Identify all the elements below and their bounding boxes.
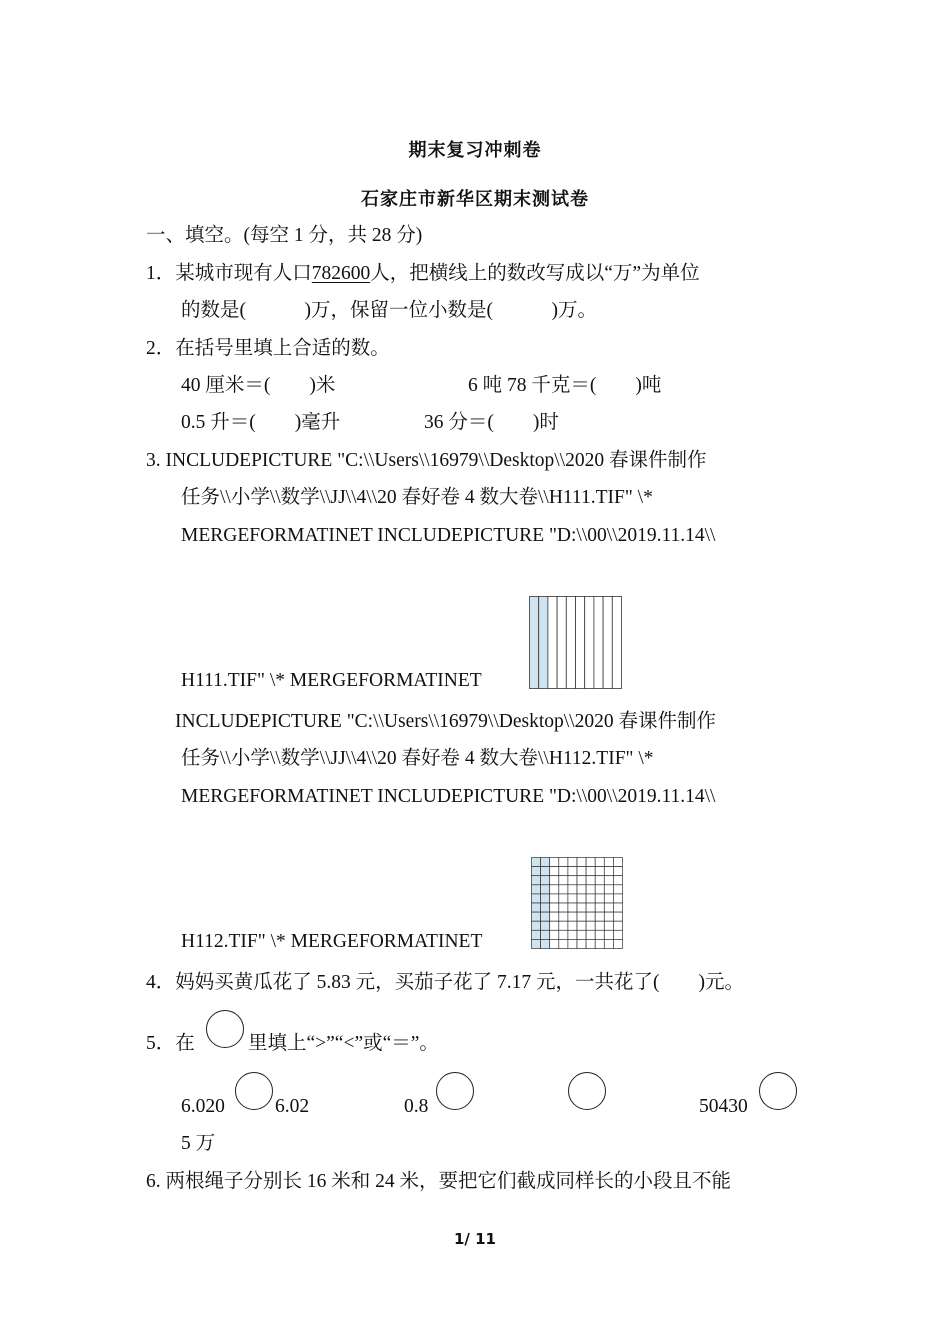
- hundredths-cell: [541, 858, 550, 867]
- q5-pre: 5．在: [146, 1033, 195, 1054]
- hundredths-cell: [586, 939, 595, 948]
- hundredths-cell: [568, 876, 577, 885]
- doc-title: 期末复习冲刺卷: [408, 140, 542, 161]
- q3-line4: H111.TIF" \* MERGEFORMATINET: [181, 670, 482, 691]
- q1-text-a: 1．某城市现有人口: [146, 263, 312, 284]
- hundredths-cell: [613, 930, 622, 939]
- hundredths-cell: [604, 903, 613, 912]
- hundredths-cell: [568, 867, 577, 876]
- tenths-strip: [557, 597, 566, 689]
- hundredths-cell: [559, 876, 568, 885]
- hundredths-cell: [550, 939, 559, 948]
- section-heading: 一、填空。(每空 1 分，共 28 分): [146, 225, 423, 246]
- hundredths-cell: [532, 930, 541, 939]
- q5-a-left: 6.020: [181, 1096, 225, 1117]
- hundredths-cell: [550, 912, 559, 921]
- hundredths-cell: [577, 903, 586, 912]
- q5-c-left: 50430: [699, 1096, 748, 1117]
- hundredths-cell: [613, 903, 622, 912]
- hundredths-cell: [550, 921, 559, 930]
- tenths-grid-figure: [529, 596, 622, 689]
- hundredths-cell: [586, 876, 595, 885]
- doc-subtitle: 石家庄市新华区期末测试卷: [361, 189, 589, 210]
- tenths-strip: [603, 597, 612, 689]
- hundredths-cell: [541, 912, 550, 921]
- hundredths-grid-figure: [531, 857, 623, 949]
- hundredths-cell: [550, 858, 559, 867]
- hundredths-cell: [586, 894, 595, 903]
- hundredths-cell: [568, 885, 577, 894]
- hundredths-cell: [541, 867, 550, 876]
- hundredths-cell: [532, 858, 541, 867]
- hundredths-cell: [577, 876, 586, 885]
- hundredths-cell: [586, 858, 595, 867]
- hundredths-cell: [559, 930, 568, 939]
- hundredths-cell: [550, 867, 559, 876]
- hundredths-cell: [604, 921, 613, 930]
- hundredths-cell: [586, 867, 595, 876]
- tenths-strip: [566, 597, 575, 689]
- q2-item-a: 40 厘米＝( )米: [181, 375, 336, 396]
- q2-item-b: 6 吨 78 千克＝( )吨: [468, 375, 662, 396]
- q2-item-c: 0.5 升＝( )毫升: [181, 412, 341, 433]
- hundredths-cell: [550, 930, 559, 939]
- tenths-strip: [612, 597, 621, 689]
- hundredths-cell: [613, 876, 622, 885]
- q3-line5: INCLUDEPICTURE "C:\\Users\\16979\\Desktop\\2020 春课件制作: [175, 711, 716, 732]
- hundredths-cell: [613, 885, 622, 894]
- hundredths-cell: [550, 885, 559, 894]
- q3-line6: 任务\\小学\\数学\\JJ\\4\\20 春好卷 4 数大卷\\H112.TIF" \*: [181, 748, 654, 769]
- hundredths-cell: [613, 858, 622, 867]
- q1-line1: [146, 261, 700, 287]
- hundredths-cell: [541, 921, 550, 930]
- hundredths-cell: [613, 867, 622, 876]
- hundredths-cell: [550, 876, 559, 885]
- hundredths-cell: [559, 858, 568, 867]
- hundredths-cell: [532, 885, 541, 894]
- q1-population-number: 782600: [311, 263, 371, 284]
- hundredths-cell: [577, 921, 586, 930]
- hundredths-cell: [559, 885, 568, 894]
- hundredths-cell: [595, 894, 604, 903]
- hundredths-cell: [577, 894, 586, 903]
- answer-circle-a[interactable]: [235, 1072, 273, 1110]
- q3-line1: 3. INCLUDEPICTURE "C:\\Users\\16979\\Desktop\\2020 春课件制作: [146, 450, 707, 471]
- hundredths-cell: [577, 885, 586, 894]
- hundredths-cell: [577, 867, 586, 876]
- hundredths-cell: [541, 939, 550, 948]
- hundredths-cell: [595, 921, 604, 930]
- hundredths-cell: [532, 921, 541, 930]
- q1-line2: 的数是( )万，保留一位小数是( )万。: [181, 300, 597, 321]
- hundredths-cell: [559, 921, 568, 930]
- hundredths-cell: [613, 939, 622, 948]
- hundredths-cell: [532, 903, 541, 912]
- hundredths-cell: [532, 912, 541, 921]
- example-circle: [206, 1010, 244, 1048]
- hundredths-cell: [541, 876, 550, 885]
- q6-text: 6. 两根绳子分别长 16 米和 24 米，要把它们截成同样长的小段且不能: [146, 1171, 732, 1192]
- hundredths-cell: [604, 867, 613, 876]
- hundredths-cell: [532, 867, 541, 876]
- hundredths-cell: [559, 894, 568, 903]
- q3-line3: MERGEFORMATINET INCLUDEPICTURE "D:\\00\\2019.11.14\\: [181, 525, 716, 546]
- hundredths-cell: [550, 903, 559, 912]
- hundredths-cell: [586, 903, 595, 912]
- hundredths-cell: [595, 939, 604, 948]
- hundredths-cell: [541, 885, 550, 894]
- hundredths-cell: [613, 921, 622, 930]
- hundredths-cell: [532, 894, 541, 903]
- hundredths-cell: [577, 912, 586, 921]
- hundredths-cell: [613, 894, 622, 903]
- hundredths-cell: [586, 930, 595, 939]
- hundredths-cell: [559, 867, 568, 876]
- q3-line2: 任务\\小学\\数学\\JJ\\4\\20 春好卷 4 数大卷\\H111.TIF" \*: [181, 487, 653, 508]
- hundredths-cell: [595, 930, 604, 939]
- hundredths-cell: [604, 885, 613, 894]
- hundredths-cell: [541, 930, 550, 939]
- hundredths-cell: [568, 921, 577, 930]
- tenths-strip: [576, 597, 585, 689]
- answer-circle-c[interactable]: [759, 1072, 797, 1110]
- hundredths-cell: [568, 894, 577, 903]
- q1-text-b: 人，把横线上的数改写成以“万”为单位: [370, 263, 700, 284]
- q3-line7: MERGEFORMATINET INCLUDEPICTURE "D:\\00\\2019.11.14\\: [181, 786, 716, 807]
- hundredths-cell: [604, 876, 613, 885]
- hundredths-cell: [595, 903, 604, 912]
- hundredths-cell: [550, 894, 559, 903]
- answer-circle-b[interactable]: [436, 1072, 474, 1110]
- q5-instruction: 里填上“>”“<”或“＝”。: [248, 1033, 439, 1054]
- hundredths-cell: [595, 912, 604, 921]
- hundredths-cell: [559, 903, 568, 912]
- hundredths-cell: [586, 921, 595, 930]
- hundredths-cell: [613, 912, 622, 921]
- hundredths-cell: [586, 885, 595, 894]
- hundredths-cell: [568, 903, 577, 912]
- hundredths-cell: [559, 939, 568, 948]
- q5-b-left: 0.8: [404, 1096, 429, 1117]
- hundredths-cell: [595, 858, 604, 867]
- hundredths-cell: [577, 939, 586, 948]
- hundredths-cell: [568, 930, 577, 939]
- answer-circle-blank[interactable]: [568, 1072, 606, 1110]
- hundredths-cell: [586, 912, 595, 921]
- hundredths-cell: [541, 903, 550, 912]
- hundredths-cell: [541, 894, 550, 903]
- hundredths-cell: [604, 858, 613, 867]
- tenths-strip: [585, 597, 594, 689]
- q4-text: 4．妈妈买黄瓜花了 5.83 元，买茄子花了 7.17 元，一共花了( )元。: [146, 972, 744, 993]
- tenths-strip: [594, 597, 603, 689]
- tenths-strip: [539, 597, 548, 689]
- hundredths-cell: [577, 930, 586, 939]
- q3-line8: H112.TIF" \* MERGEFORMATINET: [181, 931, 483, 952]
- q2-heading: 2．在括号里填上合适的数。: [146, 338, 390, 359]
- q5-a-right: 6.02: [275, 1096, 310, 1117]
- q5-c-right: 5 万: [181, 1133, 216, 1154]
- hundredths-cell: [595, 876, 604, 885]
- hundredths-cell: [604, 912, 613, 921]
- hundredths-cell: [568, 939, 577, 948]
- hundredths-cell: [604, 930, 613, 939]
- q2-item-d: 36 分＝( )时: [424, 412, 559, 433]
- hundredths-cell: [604, 894, 613, 903]
- tenths-strip: [548, 597, 557, 689]
- page-number: 1/ 11: [453, 1230, 496, 1248]
- hundredths-cell: [595, 885, 604, 894]
- hundredths-cell: [568, 858, 577, 867]
- hundredths-cell: [559, 912, 568, 921]
- hundredths-cell: [604, 939, 613, 948]
- hundredths-cell: [532, 939, 541, 948]
- hundredths-cell: [577, 858, 586, 867]
- hundredths-cell: [568, 912, 577, 921]
- hundredths-cell: [532, 876, 541, 885]
- hundredths-cell: [595, 867, 604, 876]
- tenths-strip: [530, 597, 539, 689]
